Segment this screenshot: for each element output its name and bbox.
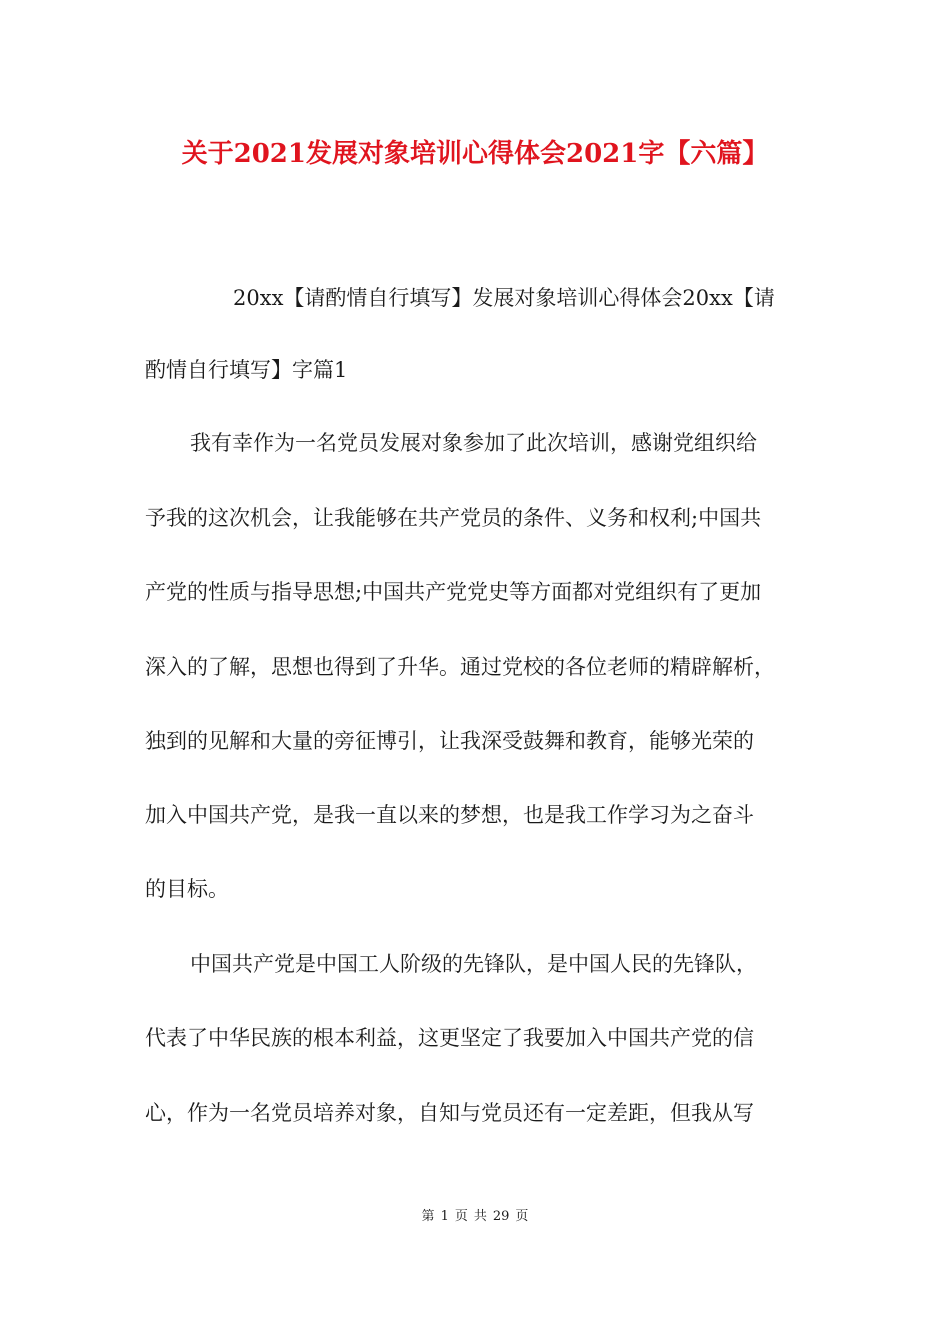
footer-total-pages: 29 (492, 1209, 510, 1224)
footer-page-word: 页 (454, 1209, 468, 1224)
body-line-6: 深入的了解，思想也得到了升华。通过党校的各位老师的精辟解析， (145, 655, 775, 679)
page-footer (0, 1208, 950, 1226)
body-line-3: 我有幸作为一名党员发展对象参加了此次培训，感谢党组织给 (190, 431, 757, 455)
body-line-7: 独到的见解和大量的旁征博引，让我深受鼓舞和教育，能够光荣的 (145, 729, 754, 753)
document-title: 关于2021发展对象培训心得体会2021字【六篇】 (181, 139, 769, 169)
body-line-9: 的目标。 (145, 877, 229, 901)
footer-total-prefix: 共 (473, 1209, 487, 1224)
body-line-11: 代表了中华民族的根本利益，这更坚定了我要加入中国共产党的信 (145, 1026, 754, 1050)
footer-prefix: 第 (421, 1209, 435, 1224)
footer-current-page: 1 (440, 1209, 449, 1224)
body-line-1: 20xx【请酌情自行填写】发展对象培训心得体会20xx【请 (233, 286, 775, 310)
body-line-5: 产党的性质与指导思想;中国共产党党史等方面都对党组织有了更加 (145, 580, 762, 604)
body-line-2: 酌情自行填写】字篇1 (145, 358, 348, 382)
footer-suffix: 页 (515, 1209, 529, 1224)
body-line-12: 心，作为一名党员培养对象，自知与党员还有一定差距，但我从写 (145, 1101, 754, 1125)
body-line-8: 加入中国共产党，是我一直以来的梦想，也是我工作学习为之奋斗 (145, 803, 754, 827)
body-line-4: 予我的这次机会，让我能够在共产党员的条件、义务和权利;中国共 (145, 506, 762, 530)
body-line-10: 中国共产党是中国工人阶级的先锋队，是中国人民的先锋队， (190, 952, 757, 976)
